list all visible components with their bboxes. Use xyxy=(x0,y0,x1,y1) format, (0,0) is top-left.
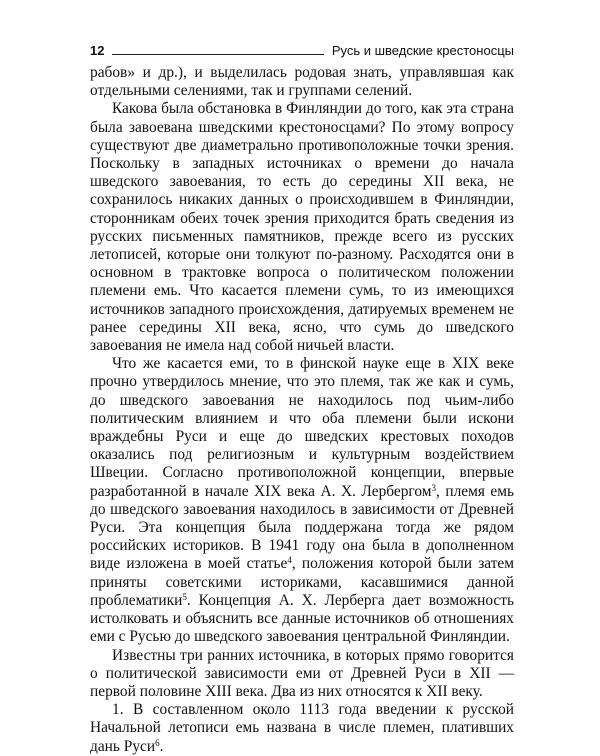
footnote-ref-4: 4 xyxy=(287,555,292,566)
paragraph-5 xyxy=(90,701,514,756)
paragraph-3-text-a: Что же касается еми, то в финской науке еще в XIX веке прочно утвердилось мнение, что это племя, так же как и сумь, до шведского завоевания не находилось под чьим-либо политическим влиянием и что оба племени были искони враждебны Руси и еще до шведских крестовых походов оказались под религиозным и культурным воздействием Швеции. Согласно противоположной концепции, впервые разработанной в начале XIX века А. Х. Лербергом xyxy=(90,355,514,500)
paragraph-5-text-b: . xyxy=(159,737,164,755)
paragraph-4: Известны три ранних источника, в которых прямо говорится о политической зависимости еми от Древней Руси в XII — первой половине XIII века. Два из них относятся к XII веку. xyxy=(90,646,514,700)
page-text xyxy=(90,64,514,756)
running-head xyxy=(90,40,514,58)
paragraph-3-text-c: , положения которой были затем приняты советскими историками, касавшимися данной проблематики xyxy=(90,555,515,609)
paragraph-1: рабов» и др.), и выделилась родовая знать, управлявшая как отдельными селениями, так и группами селений. xyxy=(90,64,514,100)
paragraph-2: Какова была обстановка в Финляндии до того, как эта страна была завоевана шведскими крестоносцами? По этому вопросу существуют две диаметрально противоположные точки зрения. Поскольку в западных источниках о времени до начала шведского завоевания, то есть до середины XII века, не сохранилось никаких данных о происходившем в Финляндии, сторонникам обеих точек зрения приходится брать сведения из русских письменных памятников, прежде всего из русских летописей, которые они толкуют по-разному. Расходятся они в основном в трактовке вопроса о политическом положении племени емь. Что касается племени сумь, то из имеющихся источников западного происхождения, датируемых временем не ранее середины XII века, ясно, что сумь до шведского завоевания не имела над собой ничьей власти. xyxy=(90,100,514,355)
footnote-ref-5: 5 xyxy=(182,591,187,602)
paragraph-3-text-b: , племя емь до шведского завоевания находилось в зависимости от Древней Руси. Эта концепция была поддержана тогда же рядом российских историков. В 1941 году она была в дополненном виде изложена в моей статье xyxy=(90,482,515,573)
paragraph-5-text-a: 1. В составленном около 1113 года введении к русской Начальной летописи емь названа в числе племен, плативших дань Руси xyxy=(90,701,514,755)
footnote-ref-6: 6 xyxy=(155,737,160,748)
running-title: Русь и шведские крестоносцы xyxy=(331,43,514,58)
paragraph-3-text-d: . Концепция А. Х. Лерберга дает возможность истолковать и объяснить все данные источников об отношениях еми с Русью до шведского завоевания центральной Финляндии. xyxy=(90,591,514,646)
paragraph-3 xyxy=(90,355,514,646)
page-number: 12 xyxy=(90,43,105,58)
header-rule xyxy=(112,54,323,55)
footnote-ref-3: 3 xyxy=(431,482,436,493)
